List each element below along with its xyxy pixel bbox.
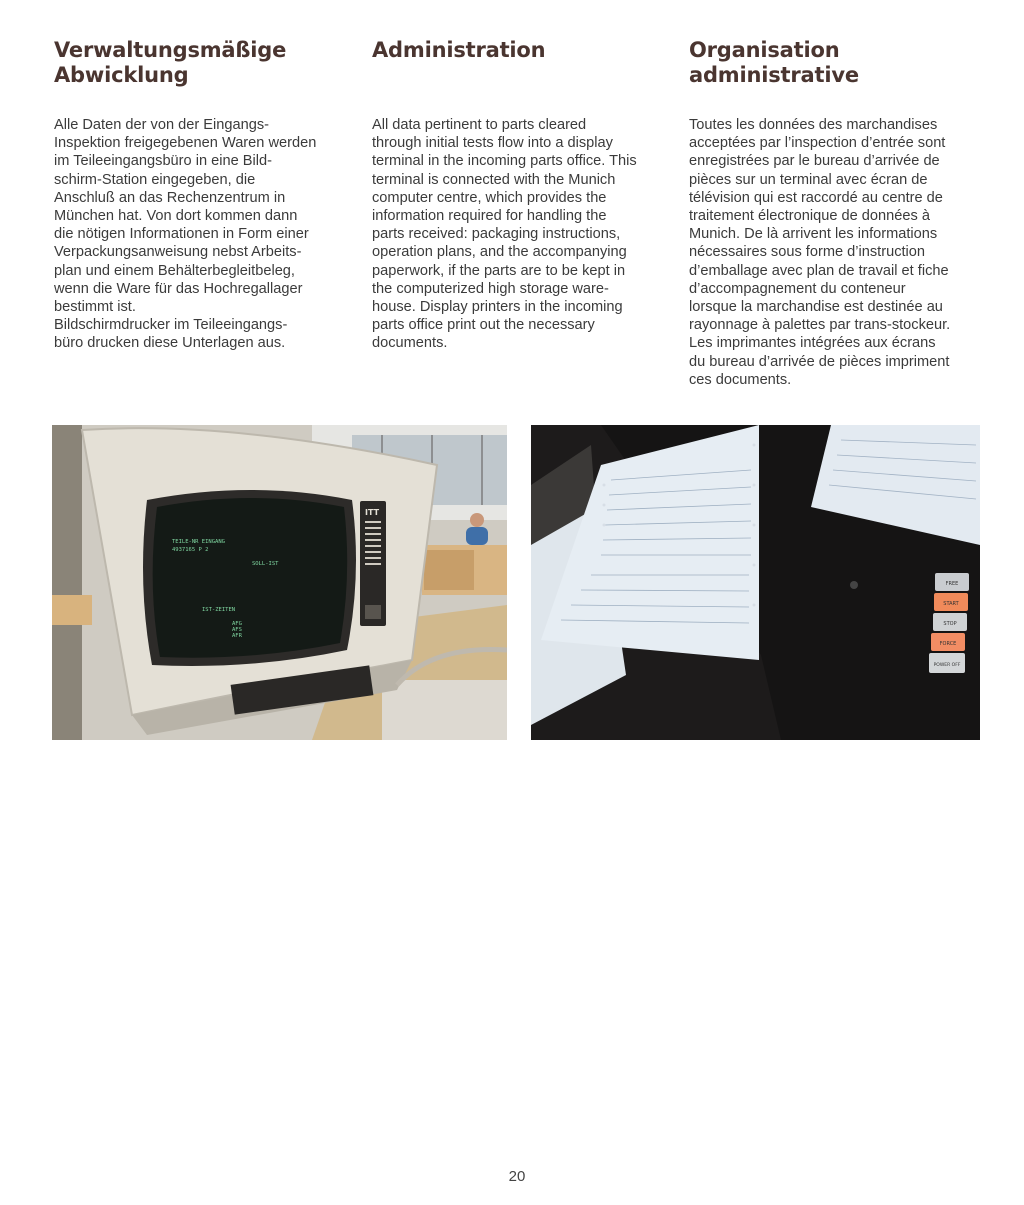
screen-line-3: SOLL-IST — [252, 561, 279, 567]
column-english — [372, 38, 672, 353]
heading-block-french — [689, 38, 989, 98]
column-german — [54, 38, 354, 353]
printer-button-power-label: POWER OFF — [933, 663, 961, 668]
screen-line-7: AFR — [232, 633, 242, 639]
key-lock-icon — [850, 581, 858, 589]
body-english: All data pertinent to parts cleared through initial tests flow into a display terminal in the incoming parts office. This terminal is connected with the Munich computer centre, which provides the information required for handling the parts received: packaging instructions, operation plans, and the accompanying paperwork, if the parts are to be kept in the computerized high storage ware- house. Display printers in the incoming parts office print out the necessary documents. — [372, 117, 637, 352]
heading-english: Administration — [372, 38, 546, 62]
terminal-illustration — [52, 425, 507, 740]
terminal-screen — [153, 498, 348, 658]
column-french — [689, 38, 989, 389]
photo-display-printer — [531, 425, 980, 740]
printer-button-force-label: FORCE — [939, 641, 957, 647]
screen-line-1: TEILE-NR EINGANG — [172, 539, 225, 545]
heading-block-english — [372, 38, 672, 98]
printer-button-free-label: FREE — [945, 581, 959, 587]
screen-line-2: 4937165 P 2 — [172, 547, 209, 553]
body-german: Alle Daten der von der Eingangs- Inspektion freigegebenen Waren werden im Teileeingangsbüro in eine Bild- schirm-Station eingegeben, die Anschluß an das Rechenzentrum in München hat. Von dort kommen dann die nötigen Informationen in Form einer Verpackungsanweisung nebst Arbeits- plan und einem Behälterbegleitbeleg, wenn die Ware für das Hochregallager bestimmt ist. Bildschirmdrucker im Teileeingangs- büro drucken diese Unterlagen aus. — [54, 117, 317, 352]
screen-line-6: AFS — [232, 627, 242, 633]
screen-line-5: AFG — [232, 621, 242, 627]
person-head — [470, 513, 484, 527]
heading-french: Organisation administrative — [689, 38, 859, 87]
heading-block-german — [54, 38, 354, 98]
printer-button-stop-label: STOP — [943, 621, 957, 627]
body-french: Toutes les données des marchandises acceptées par l’inspection d’entrée sont enregistrées par le bureau d’arrivée de pièces sur un terminal avec écran de télévision qui est raccordé au centre de traitement électronique de données à Munich. De là arrivent les informations nécessaires sous forme d’instruction d’emballage avec plan de travail et fiche d’accompagnement du conteneur lorsque la marchandise est destinée au rayonnage à palettes par trans-stockeur. Les imprimantes intégrées aux écrans du bureau d’arrivée de pièces impriment ces documents. — [689, 117, 951, 388]
screen-line-4: IST-ZEITEN — [202, 607, 236, 613]
printer-button-start-label: START — [943, 601, 959, 607]
terminal-brand: ITT — [365, 508, 380, 517]
photo-display-terminal — [52, 425, 507, 740]
page-number: 20 — [508, 1168, 526, 1185]
printer-control-panel — [929, 573, 969, 673]
printer-illustration — [531, 425, 980, 740]
person-body — [466, 527, 488, 545]
heading-german: Verwaltungsmäßige Abwicklung — [54, 38, 287, 87]
